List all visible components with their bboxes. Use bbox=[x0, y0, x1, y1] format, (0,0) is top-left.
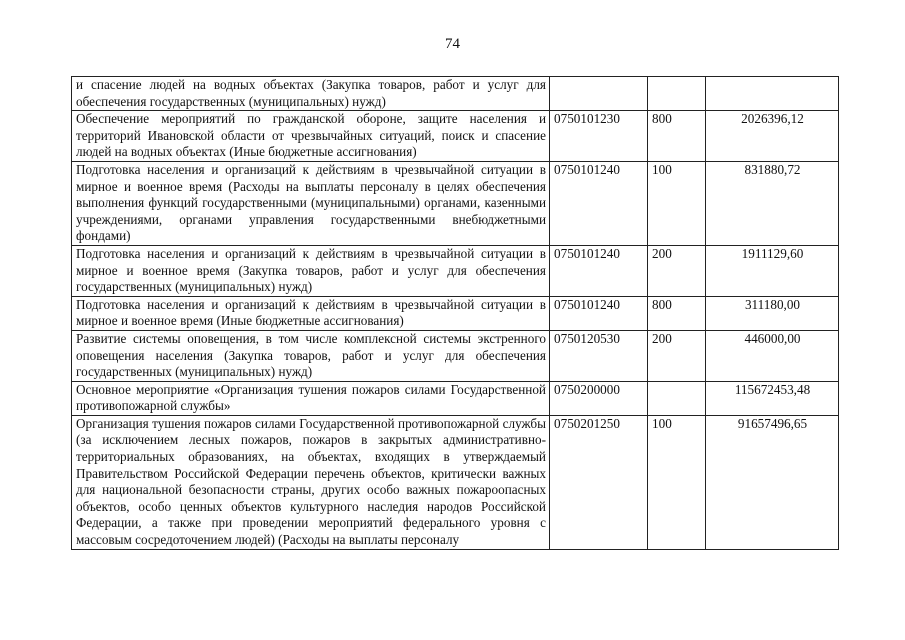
row-code-cell: 0750200000 bbox=[550, 381, 648, 415]
row-type-cell: 100 bbox=[648, 415, 706, 549]
row-type-cell bbox=[648, 381, 706, 415]
row-name-cell: Подготовка населения и организаций к действиям в чрезвычайной ситуации в мирное и военное время (Иные бюджетные ассигнования) bbox=[72, 296, 550, 330]
row-sum-cell: 311180,00 bbox=[706, 296, 839, 330]
row-code-cell: 0750101240 bbox=[550, 296, 648, 330]
row-sum-cell: 831880,72 bbox=[706, 161, 839, 245]
table-row bbox=[72, 296, 839, 330]
row-name-cell: Организация тушения пожаров силами Государственной противопожарной службы (за исключением лесных пожаров, пожаров в закрытых административно-территориальных образованиях, на объектах, входящих в утверждаемый Правительством Российской Федерации перечень объектов, критически важных для национальной безопасности страны, других особо важных пожароопасных объектов, особо ценных объектов культурного наследия народов Российской Федерации, а также при проведении мероприятий федерального уровня с массовым сосредоточением людей) (Расходы на выплаты персоналу bbox=[72, 415, 550, 549]
table-row bbox=[72, 111, 839, 162]
row-name-cell: Обеспечение мероприятий по гражданской обороне, защите населения и территорий Ивановской области от чрезвычайных ситуаций, поиск и спасение людей на водных объектах (Иные бюджетные ассигнования) bbox=[72, 111, 550, 162]
row-code-cell: 0750120530 bbox=[550, 330, 648, 381]
row-sum-cell: 446000,00 bbox=[706, 330, 839, 381]
row-name-cell: Подготовка населения и организаций к действиям в чрезвычайной ситуации в мирное и военное время (Закупка товаров, работ и услуг для обеспечения государственных (муниципальных) нужд) bbox=[72, 245, 550, 296]
row-type-cell: 800 bbox=[648, 296, 706, 330]
row-type-cell: 200 bbox=[648, 330, 706, 381]
row-code-cell: 0750101240 bbox=[550, 245, 648, 296]
row-sum-cell: 115672453,48 bbox=[706, 381, 839, 415]
row-code-cell: 0750201250 bbox=[550, 415, 648, 549]
row-name-cell: и спасение людей на водных объектах (Закупка товаров, работ и услуг для обеспечения государственных (муниципальных) нужд) bbox=[72, 77, 550, 111]
row-sum-cell bbox=[706, 77, 839, 111]
row-code-cell bbox=[550, 77, 648, 111]
row-sum-cell: 2026396,12 bbox=[706, 111, 839, 162]
row-sum-cell: 1911129,60 bbox=[706, 245, 839, 296]
row-type-cell: 200 bbox=[648, 245, 706, 296]
table-row bbox=[72, 161, 839, 245]
row-name-cell: Развитие системы оповещения, в том числе комплексной системы экстренного оповещения населения (Закупка товаров, работ и услуг для обеспечения государственных (муниципальных) нужд) bbox=[72, 330, 550, 381]
row-code-cell: 0750101230 bbox=[550, 111, 648, 162]
page-number: 74 bbox=[445, 36, 460, 52]
row-name-cell: Основное мероприятие «Организация тушения пожаров силами Государственной противопожарной службы» bbox=[72, 381, 550, 415]
table-row bbox=[72, 415, 839, 549]
budget-table bbox=[71, 76, 839, 550]
row-type-cell: 800 bbox=[648, 111, 706, 162]
row-type-cell bbox=[648, 77, 706, 111]
row-name-cell: Подготовка населения и организаций к действиям в чрезвычайной ситуации в мирное и военное время (Расходы на выплаты персоналу в целях обеспечения выполнения функций государственными (муниципальными) органами, казенными учреждениями, органами управления государственными внебюджетными фондами) bbox=[72, 161, 550, 245]
table-row bbox=[72, 381, 839, 415]
row-code-cell: 0750101240 bbox=[550, 161, 648, 245]
table-row bbox=[72, 77, 839, 111]
row-type-cell: 100 bbox=[648, 161, 706, 245]
table-row bbox=[72, 330, 839, 381]
row-sum-cell: 91657496,65 bbox=[706, 415, 839, 549]
table-row bbox=[72, 245, 839, 296]
